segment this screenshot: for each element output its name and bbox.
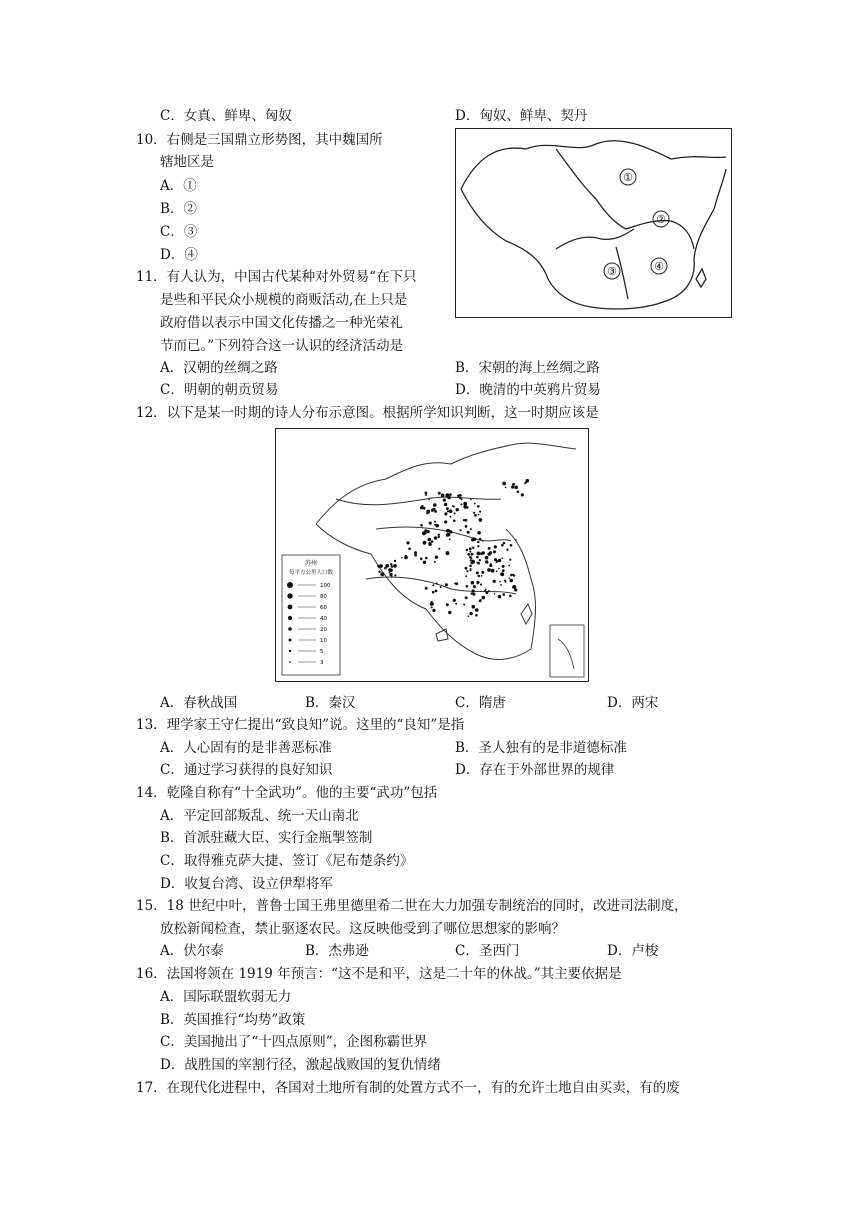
poet-dot: [449, 494, 451, 496]
poet-dot: [476, 562, 478, 564]
poet-dot: [463, 519, 465, 521]
poet-dot: [498, 568, 500, 570]
poet-dot: [514, 486, 518, 490]
poet-dot: [474, 514, 477, 517]
poet-dot: [389, 572, 391, 574]
poet-dot: [479, 511, 481, 513]
poet-dot: [425, 492, 428, 495]
q10-option-d: D．④: [160, 247, 198, 263]
poet-dot: [510, 544, 513, 547]
poet-dot: [517, 491, 520, 494]
map-label-2: ②: [656, 213, 666, 226]
three-kingdoms-map: [455, 128, 732, 318]
poet-dot: [394, 560, 396, 562]
poet-dot: [420, 506, 423, 509]
poet-dot: [512, 483, 515, 486]
poet-dot: [432, 609, 435, 612]
poet-dots: [377, 479, 529, 617]
poet-dot: [472, 605, 476, 609]
poet-dot: [500, 572, 504, 576]
poet-dot: [454, 512, 456, 514]
poet-dot: [504, 580, 506, 582]
poet-dot: [469, 551, 471, 553]
poet-dot: [515, 539, 517, 541]
q11-stem-line2: 是些和平民众小规模的商贩活动,在上只是: [160, 292, 408, 308]
poet-dot: [446, 529, 449, 532]
poet-dot: [470, 528, 472, 530]
q16-option-d: D．战胜国的宰割行径，激起战败国的复仇情绪: [160, 1057, 441, 1073]
legend-marker: [289, 650, 291, 652]
poet-dot: [508, 565, 510, 567]
poet-dot: [465, 596, 468, 599]
q16-stem: 16．法国将领在 1919 年预言：“这不是和平，这是二十年的休战。”其主要依据是: [136, 966, 622, 982]
poet-dot: [502, 569, 505, 572]
poet-dot: [401, 557, 403, 559]
q16-option-b: B．英国推行“均势”政策: [160, 1012, 306, 1028]
poet-dot: [435, 524, 439, 528]
poet-dot: [441, 494, 445, 498]
poet-dot: [479, 559, 481, 561]
poet-dot: [488, 547, 491, 550]
poet-dot: [449, 510, 453, 514]
q12-stem: 12．以下是某一时期的诗人分布示意图。根据所学知识判断，这一时期应该是: [136, 405, 599, 421]
poet-dot: [466, 585, 469, 588]
poet-dot: [444, 520, 447, 523]
legend-value: 5: [320, 649, 324, 655]
poet-dot: [455, 603, 457, 605]
poet-dot: [426, 512, 429, 515]
poet-dot: [447, 510, 449, 512]
poet-dot: [391, 565, 394, 568]
poet-dot: [389, 573, 392, 576]
poet-dot: [494, 558, 497, 561]
legend-title-2: 每平方公里人口数: [288, 570, 334, 576]
q11-stem-line4: 节而已。”下列符合这一认识的经济活动是: [160, 338, 404, 354]
q16-option-a: A．国际联盟软弱无力: [160, 989, 292, 1005]
q11-option-a: A．汉朝的丝绸之路: [160, 360, 278, 376]
poet-dot: [485, 591, 488, 594]
poet-dot: [466, 549, 468, 551]
q15-stem-line2: 放松新闻检查，禁止驱逐农民。这反映他受到了哪位思想家的影响？: [160, 921, 565, 937]
q13-stem: 13．理学家王守仁提出“致良知”说。这里的“良知”是指: [136, 717, 465, 733]
q14-stem: 14．乾隆自称有“十全武功”。他的主要“武功”包括: [136, 785, 438, 801]
poet-dot: [444, 512, 447, 515]
poet-dot: [425, 557, 428, 560]
poet-dot: [471, 581, 475, 585]
poet-dot: [498, 595, 502, 599]
poet-dot: [493, 550, 496, 553]
q14-option-c: C．取得雅克萨大捷、签订《尼布楚条约》: [160, 853, 414, 869]
q10-option-b: B．②: [160, 201, 197, 217]
poet-dot: [510, 574, 513, 577]
poet-dot: [521, 493, 524, 496]
q12-option-a: A．春秋战国: [160, 695, 238, 711]
poet-dot: [414, 554, 417, 557]
q14-option-d: D．收复台湾、设立伊犁将军: [160, 876, 333, 892]
poet-dot: [502, 593, 505, 596]
q12-option-c: C．隋唐: [455, 695, 506, 711]
poet-dot: [477, 545, 479, 547]
legend-value: 20: [320, 627, 327, 633]
poet-dot: [438, 548, 440, 550]
poet-dot: [510, 579, 514, 583]
poet-dot: [432, 508, 435, 511]
q10-stem-line2: 辖地区是: [160, 154, 214, 170]
poet-dot: [457, 495, 460, 498]
q15-option-d: D．卢梭: [607, 943, 659, 959]
poet-dot: [432, 584, 434, 586]
poet-dot: [482, 540, 484, 542]
poet-dot: [473, 585, 475, 587]
poet-dot: [408, 547, 411, 550]
poet-dot: [428, 538, 432, 542]
poet-dot: [471, 538, 474, 541]
poet-dot: [448, 611, 451, 614]
q15-stem-line1: 15．18 世纪中叶，普鲁士国王弗里德里希二世在大力加强专制统治的同时，改进司法制度，: [136, 898, 688, 914]
poet-dot: [509, 578, 511, 580]
poet-dot: [469, 565, 472, 568]
poet-dot: [477, 541, 479, 543]
q12-option-d: D．两宋: [607, 695, 659, 711]
poet-dot: [511, 486, 514, 489]
poet-dot: [484, 590, 486, 592]
poet-dot: [501, 544, 504, 547]
poet-dot: [454, 583, 456, 585]
poet-dot: [429, 542, 431, 544]
poet-dot: [389, 570, 391, 572]
poet-dot: [467, 531, 470, 534]
poet-dot: [481, 575, 483, 577]
q16-option-c: C．美国抛出了“十四点原则”，企图称霸世界: [160, 1034, 428, 1050]
poet-dot: [480, 583, 482, 585]
poet-dot: [425, 532, 427, 534]
poet-dot: [485, 560, 488, 563]
poet-dot: [394, 574, 396, 576]
poet-dot: [477, 552, 481, 556]
poet-dot: [494, 545, 497, 548]
poet-dot: [471, 560, 475, 564]
poet-dot: [449, 538, 451, 540]
poet-dot: [460, 503, 462, 505]
poet-dot: [478, 514, 480, 516]
q10-option-c: C．③: [160, 224, 198, 240]
legend-title-1: 苏州: [304, 560, 318, 567]
poet-dot: [469, 612, 472, 615]
poet-dot: [470, 499, 472, 501]
poet-dot: [461, 498, 463, 500]
poet-dot: [473, 512, 475, 514]
q9-option-d: D．匈奴、鲜卑、契丹: [455, 108, 588, 124]
poet-dot: [436, 583, 438, 585]
poet-dot: [433, 503, 436, 506]
poet-dot: [491, 569, 495, 573]
poet-dot: [467, 553, 470, 556]
q12-option-b: B．秦汉: [305, 695, 356, 711]
legend-value: 60: [320, 605, 327, 611]
poet-dot: [438, 536, 440, 538]
poet-dot: [512, 574, 514, 576]
q11-stem-line1: 11．有人认为，中国古代某种对外贸易“在下只: [136, 269, 417, 285]
poet-dot: [488, 590, 490, 592]
q9-option-c: C．女真、鲜卑、匈奴: [160, 108, 292, 124]
poet-dot: [465, 567, 468, 570]
legend-value: 100: [320, 583, 331, 589]
poet-dot: [434, 536, 438, 540]
poet-dot: [471, 592, 473, 594]
poet-dot: [425, 494, 427, 496]
poet-dot: [494, 593, 496, 595]
poet-dot: [482, 596, 486, 600]
poet-dot: [509, 595, 512, 598]
poet-dot: [460, 529, 462, 531]
poet-dot: [470, 559, 472, 561]
poet-dot: [501, 557, 503, 559]
poet-dot: [438, 534, 440, 536]
legend-marker: [289, 661, 291, 663]
poet-dot: [420, 557, 423, 560]
poet-dot: [446, 507, 449, 510]
q15-option-a: A．伏尔泰: [160, 943, 224, 959]
poet-dot: [420, 524, 423, 527]
legend-value: 40: [320, 616, 327, 622]
q15-option-c: C．圣西门: [455, 943, 520, 959]
poet-dot: [434, 521, 436, 523]
q10-stem-line1: 10．右侧是三国鼎立形势图，其中魏国所: [136, 132, 383, 148]
legend-marker: [288, 605, 293, 610]
legend-marker: [289, 639, 292, 642]
poet-dot: [489, 564, 492, 567]
poet-dot: [435, 556, 438, 559]
poet-dot: [456, 508, 459, 511]
poet-dot: [488, 552, 491, 555]
poet-dot: [390, 563, 392, 565]
poet-dot: [427, 530, 430, 533]
q11-option-c: C．明朝的朝贡贸易: [160, 382, 279, 398]
q17-stem: 17．在现代化进程中，各国对土地所有制的处置方式不一，有的允许土地自由买卖，有的废: [136, 1080, 680, 1096]
poet-dot: [472, 547, 474, 549]
poet-dot: [465, 575, 467, 577]
poet-distribution-map: [275, 428, 589, 682]
poet-dot: [453, 519, 456, 522]
poet-dot: [476, 581, 479, 584]
poet-dot: [463, 505, 467, 509]
poet-dot: [475, 614, 478, 617]
poet-dot: [487, 568, 491, 572]
poet-dot: [435, 590, 438, 593]
poet-dot: [505, 487, 507, 489]
poet-dot: [470, 568, 472, 570]
poet-dot: [430, 602, 434, 606]
poet-dot: [512, 585, 516, 589]
poet-dot: [443, 499, 446, 502]
poet-dot: [445, 583, 448, 586]
poet-dot: [473, 593, 476, 596]
poet-dot: [499, 581, 501, 583]
poet-dot: [502, 565, 505, 568]
poet-dot: [431, 540, 434, 543]
poet-dot: [450, 516, 452, 518]
poet-dot: [480, 552, 483, 555]
legend-value: 3: [320, 660, 324, 666]
poet-dot: [453, 599, 456, 602]
q13-option-b: B．圣人独有的是非道德标准: [455, 740, 627, 756]
q13-option-d: D．存在于外部世界的规律: [455, 762, 615, 778]
poet-dot: [498, 559, 501, 562]
poet-dot: [481, 571, 484, 574]
legend-marker: [287, 593, 292, 598]
legend-marker: [288, 627, 292, 631]
poet-dot: [425, 587, 428, 590]
poet-dot: [384, 567, 387, 570]
poet-dot: [479, 520, 481, 522]
poet-dot: [476, 556, 479, 559]
poet-dot: [432, 591, 435, 594]
poet-dot: [472, 589, 475, 592]
poet-dot: [469, 547, 472, 550]
map-label-1: ①: [623, 171, 633, 184]
poet-dot: [465, 525, 468, 528]
poet-dot: [475, 608, 479, 612]
poet-dot: [446, 551, 450, 555]
map-label-4: ④: [654, 260, 664, 273]
poet-dot: [479, 600, 482, 603]
poet-dot: [506, 549, 508, 551]
poet-dot: [471, 553, 474, 556]
poet-dot: [509, 559, 511, 561]
poet-dot: [425, 542, 427, 544]
poet-dot: [446, 533, 450, 537]
poet-dot: [463, 604, 465, 606]
poet-dot: [393, 564, 397, 568]
poet-dot: [378, 566, 380, 568]
poet-dot: [503, 542, 506, 545]
poet-dot: [428, 498, 430, 500]
q15-option-b: B．杰弗逊: [305, 943, 369, 959]
poet-dot: [445, 493, 449, 497]
legend-marker: [287, 582, 293, 588]
poet-dot: [477, 531, 481, 535]
poet-dot: [404, 556, 408, 560]
legend-value: 80: [320, 594, 327, 600]
poet-dot: [502, 482, 506, 486]
poet-dot: [452, 505, 454, 507]
poet-dot: [446, 603, 449, 606]
poet-dot: [493, 580, 496, 583]
q11-stem-line3: 政府借以表示中国文化传播之一种光荣礼: [160, 315, 403, 331]
three-kingdoms-map-drawing: [456, 129, 731, 317]
map-label-3: ③: [607, 265, 617, 278]
poet-dot: [500, 584, 502, 586]
poet-dot: [378, 571, 380, 573]
poet-dot: [406, 541, 409, 544]
q14-option-a: A．平定回部叛乱、统一天山南北: [160, 808, 359, 824]
poet-dot: [440, 586, 442, 588]
legend-value: 10: [320, 638, 327, 644]
poet-dot: [479, 538, 482, 541]
poet-dot: [391, 576, 393, 578]
poet-dot: [485, 556, 489, 560]
legend-marker: [288, 616, 292, 620]
poet-dot: [468, 615, 470, 617]
poet-dot: [431, 606, 433, 608]
poet-dot: [525, 481, 527, 483]
poet-dot: [380, 572, 384, 576]
poet-dot: [434, 561, 436, 563]
poet-dot: [477, 505, 480, 508]
poet-dot: [429, 522, 432, 525]
poet-dot: [414, 551, 417, 554]
q14-option-b: B．首派驻藏大臣、实行金瓶掣签制: [160, 830, 373, 846]
q13-option-a: A．人心固有的是非善恶标准: [160, 740, 332, 756]
poet-dot: [496, 571, 498, 573]
poet-dot: [474, 503, 476, 505]
poet-dot: [423, 507, 426, 510]
poet-dot: [444, 503, 447, 506]
poet-dot: [438, 492, 441, 495]
poet-dot: [478, 575, 481, 578]
poet-dot: [449, 530, 452, 533]
poet-dot: [471, 558, 473, 560]
q13-option-c: C．通过学习获得的良好知识: [160, 762, 333, 778]
poet-dot: [466, 570, 468, 572]
poet-distribution-map-drawing: [276, 429, 588, 681]
poet-dot: [476, 571, 479, 574]
poet-dot: [423, 561, 426, 564]
q11-option-b: B．宋朝的海上丝绸之路: [455, 360, 600, 376]
q11-option-d: D．晚清的中英鸦片贸易: [455, 382, 601, 398]
q10-option-a: A．①: [160, 178, 197, 194]
